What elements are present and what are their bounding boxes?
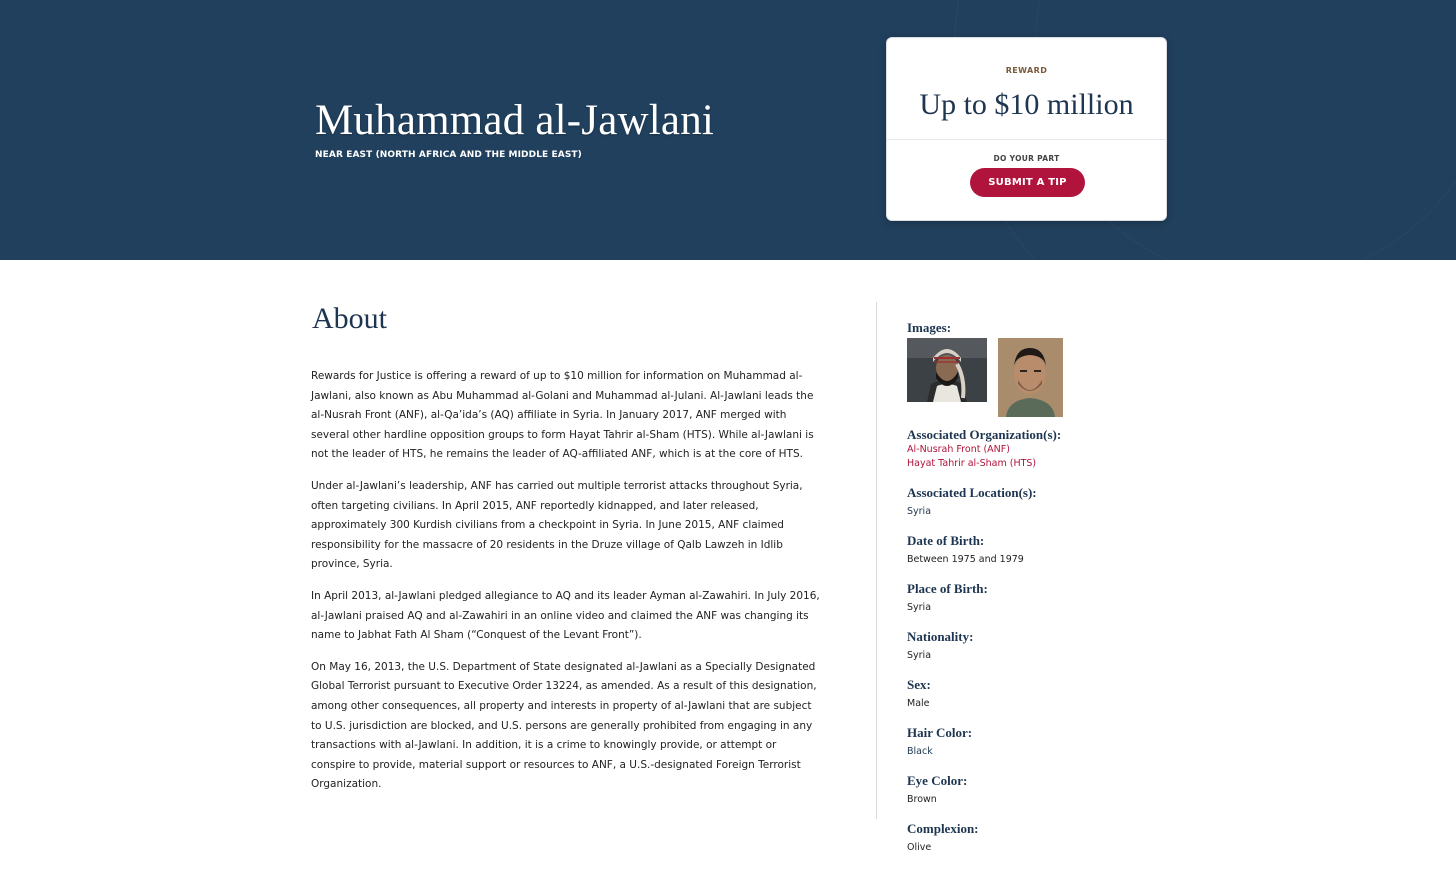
dob-value: Between 1975 and 1979 xyxy=(907,554,1024,565)
hair-label: Hair Color: xyxy=(907,725,973,740)
about-paragraph: Under al-Jawlani’s leadership, ANF has carried out multiple terrorist attacks throughout Syria, often targeting civilians. In April 2015, ANF reportedly kidnapped, and later released, approximately 300 Kurdish civilians from a checkpoint in Syria. In June 2015, ANF claimed responsibility for the massacre of 20 residents in the Druze village of Qalb Lawzeh in Idlib province, Syria. xyxy=(311,479,803,571)
org-link-anf[interactable]: Al-Nusrah Front (ANF) xyxy=(907,444,1010,455)
eye-value: Brown xyxy=(907,794,937,805)
details-sidebar xyxy=(907,320,1127,869)
reward-label: REWARD xyxy=(1005,66,1048,75)
sex-label: Sex: xyxy=(907,677,931,692)
reward-amount: Up to $10 million xyxy=(919,88,1134,121)
nationality-label: Nationality: xyxy=(907,629,974,644)
image-gallery xyxy=(907,338,1127,417)
photo-thumbnail-1[interactable] xyxy=(907,338,987,402)
submit-tip-button[interactable]: SUBMIT A TIP xyxy=(970,168,1085,197)
orgs-label: Associated Organization(s): xyxy=(907,427,1062,442)
do-your-part-label: DO YOUR PART xyxy=(993,154,1060,163)
sex-value: Male xyxy=(907,698,930,709)
nationality-value: Syria xyxy=(907,650,932,661)
org-list xyxy=(907,443,1127,471)
complexion-value: Olive xyxy=(907,842,932,853)
reward-card xyxy=(886,37,1167,221)
about-paragraph: Rewards for Justice is offering a reward of up to $10 million for information on Muhammad al-Jawlani, also known as Abu Muhammad al-Golani and Muhammad al-Julani. Al-Jawlani leads the al-Nusrah Front (ANF), al-Qa’ida’s (AQ) affiliate in Syria. In January 2017, ANF merged with several other hardline opposition groups to form Hayat Tahrir al-Sham (HTS). While al-Jawlani is not the leader of HTS, he remains the leader of AQ-affiliated ANF, which is at the core of HTS. xyxy=(311,370,814,461)
region-label: NEAR EAST (NORTH AFRICA AND THE MIDDLE EAST) xyxy=(315,150,582,160)
images-label: Images: xyxy=(907,320,952,335)
card-divider xyxy=(887,139,1166,140)
portrait-image xyxy=(907,338,987,402)
portrait-image xyxy=(998,338,1063,417)
about-heading: About xyxy=(312,302,387,335)
photo-thumbnail-2[interactable] xyxy=(998,338,1063,417)
about-paragraph: On May 16, 2013, the U.S. Department of State designated al-Jawlani as a Specially Designated Global Terrorist pursuant to Executive Order 13224, as amended. As a result of this designation, among other consequences, all property and interests in property of al-Jawlani that are subject to U.S. jurisdiction are blocked, and U.S. persons are generally prohibited from engaging in any transactions with al-Jawlani. In addition, it is a crime to knowingly provide, or attempt or conspire to provide, material support or resources to ANF, a U.S.-designated Foreign Terrorist Organization. xyxy=(311,660,817,791)
location-label: Associated Location(s): xyxy=(907,485,1037,500)
dob-label: Date of Birth: xyxy=(907,533,985,548)
column-divider xyxy=(876,302,877,819)
hair-value: Black xyxy=(907,746,933,757)
eye-label: Eye Color: xyxy=(907,773,968,788)
org-link-hts[interactable]: Hayat Tahrir al-Sham (HTS) xyxy=(907,458,1037,469)
pob-label: Place of Birth: xyxy=(907,581,988,596)
page-title: Muhammad al-Jawlani xyxy=(315,97,715,144)
hero-banner xyxy=(0,0,1456,260)
about-paragraph: In April 2013, al-Jawlani pledged allegiance to AQ and its leader Ayman al-Zawahiri. In July 2016, al-Jawlani praised AQ and al-Zawahiri in an online video and claimed the ANF was changing its name to Jabhat Fath Al Sham (“Conquest of the Levant Front”). xyxy=(311,589,820,642)
location-value: Syria xyxy=(907,506,932,517)
complexion-label: Complexion: xyxy=(907,821,979,836)
about-text xyxy=(311,367,821,807)
pob-value: Syria xyxy=(907,602,932,613)
